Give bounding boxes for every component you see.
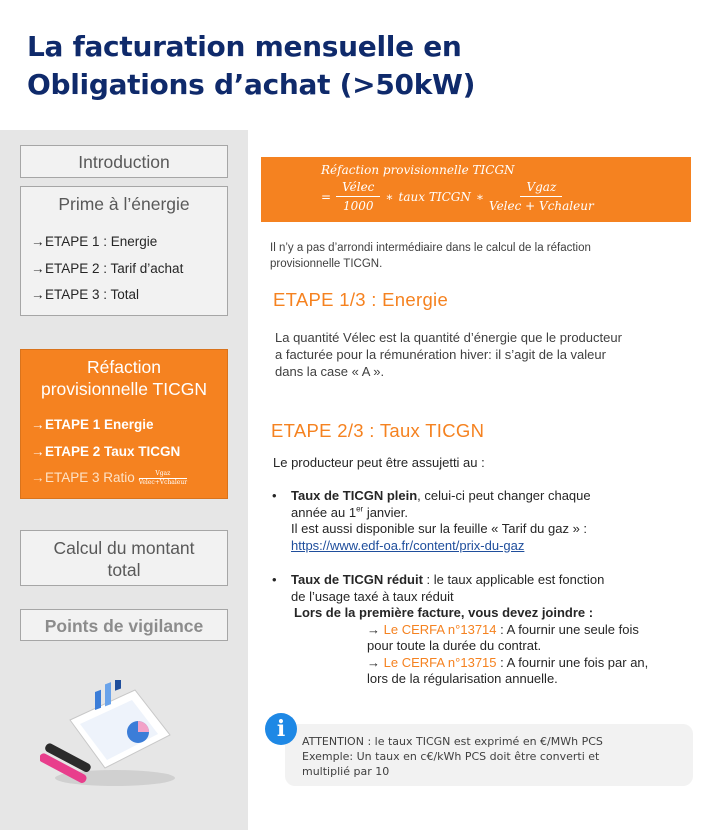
nav-prime-energie[interactable]: [20, 186, 228, 316]
cerfa-13715-detail: lors de la régularisation annuelle.: [367, 671, 558, 686]
formula-equals: =: [321, 190, 332, 204]
cerfa-13715-label: Le CERFA n°13715: [383, 654, 497, 670]
arrow-right-icon: →: [31, 234, 45, 249]
nav-introduction[interactable]: [20, 145, 228, 178]
cerfa-13714-detail: pour toute la durée du contrat.: [367, 638, 542, 653]
nav-prime-step-1[interactable]: →ETAPE 1 : Energie: [21, 229, 227, 256]
nav-refaction-ticgn[interactable]: [20, 349, 228, 499]
cerfa-13715-item: → Le CERFA n°13715 : A fournir une fois par an,: [367, 654, 649, 670]
arrow-right-icon: →: [31, 470, 45, 485]
nav-prime-step-2[interactable]: →ETAPE 2 : Tarif d’achat: [21, 256, 227, 283]
nav-points-vigilance[interactable]: [20, 609, 228, 641]
arrow-right-icon: →: [31, 287, 45, 302]
refaction-formula: [261, 157, 691, 222]
list-item-taux-reduit: • Taux de TICGN réduit : le taux applicable est fonction de l’usage taxé à taux réduit Lors de la première facture, vous devez joindre : → Le CERFA n°13714 : A fournir une seule fois pour toute la durée du contrat. → Le CERFA n°13715 : A fournir une fois par an, lors de la régularisation annuelle.: [270, 572, 710, 688]
arrow-right-icon: →: [31, 417, 45, 432]
formula-times-1: ∗: [385, 190, 394, 204]
page-title-line-2: Obligations d’achat (>50kW): [27, 68, 476, 101]
arrow-right-icon: →: [31, 260, 45, 276]
nav-prime-energie-label: Prime à l’énergie: [58, 194, 190, 214]
step2-title: ETAPE 2/3 : Taux TICGN: [271, 420, 485, 441]
ticgn-rate-list: [270, 488, 710, 688]
cerfa-13714-label: Le CERFA n°13714: [383, 621, 497, 637]
arrow-right-icon: →: [31, 443, 45, 459]
nav-prime-step-3[interactable]: →ETAPE 3 : Total: [21, 282, 227, 309]
step1-text: La quantité Vélec est la quantité d’énergie que le producteur a facturée pour la rémunération hiver: il s’agit de la valeur dans la case « A ».: [275, 330, 622, 379]
first-invoice-note: Lors de la première facture, vous devez joindre :: [294, 605, 594, 620]
formula-fraction-1: Vélec 1000: [336, 180, 380, 214]
info-icon: i: [265, 713, 297, 745]
attention-callout: ATTENTION : le taux TICGN est exprimé en €/MWh PCS Exemple: Un taux en c€/kWh PCS doit être converti et multiplié par 10: [285, 724, 693, 786]
rounding-note: Il n’y a pas d’arrondi intermédiaire dans le calcul de la réfaction provisionnelle TICGN.: [270, 242, 591, 270]
nav-refaction-steps: [21, 412, 227, 492]
arrow-right-icon: →: [367, 621, 380, 637]
prix-du-gaz-link[interactable]: https://www.edf-oa.fr/content/prix-du-gaz: [291, 537, 525, 553]
formula-expression: [321, 180, 594, 214]
cerfa-13714-item: → Le CERFA n°13714 : A fournir une seule fois: [367, 621, 639, 637]
nav-calcul-montant[interactable]: [20, 530, 228, 586]
nav-calcul-label: Calcul du montant total: [53, 538, 195, 580]
nav-refaction-step-1[interactable]: →ETAPE 1 Energie: [21, 412, 227, 439]
formula-fraction-2: Vgaz Velec + Vchaleur: [489, 180, 594, 213]
formula-taux: taux TICGN: [398, 190, 471, 204]
step2-intro: Le producteur peut être assujetti au :: [273, 455, 485, 470]
formula-label: Réfaction provisionnelle TICGN: [321, 163, 515, 177]
ratio-fraction: $\frac{\text{Vgaz}}{\text{Velec+Vchaleur}}$: [138, 469, 188, 486]
nav-prime-steps: [21, 229, 227, 309]
arrow-right-icon: →: [367, 654, 380, 670]
documents-illustration: [40, 680, 180, 790]
nav-refaction-label: Réfaction provisionnelle TICGN: [41, 357, 207, 399]
formula-times-2: ∗: [475, 190, 485, 204]
nav-introduction-label: Introduction: [78, 152, 170, 172]
step1-title: ETAPE 1/3 : Energie: [273, 289, 449, 310]
page-title-line-1: La facturation mensuelle en: [27, 30, 462, 63]
page-title: [27, 28, 627, 104]
nav-refaction-step-3[interactable]: →ETAPE 3 Ratio $\frac{\text{Vgaz}}{\text{Velec+Vchaleur}}$: [21, 465, 227, 492]
nav-refaction-step-2[interactable]: →ETAPE 2 Taux TICGN: [21, 439, 227, 466]
nav-vigilance-label: Points de vigilance: [44, 616, 204, 636]
list-item-taux-plein: • Taux de TICGN plein, celui-ci peut changer chaque année au 1er janvier. Il est aussi disponible sur la feuille « Tarif du gaz » : https://www.edf-oa.fr/content/prix-du-gaz: [270, 488, 710, 554]
